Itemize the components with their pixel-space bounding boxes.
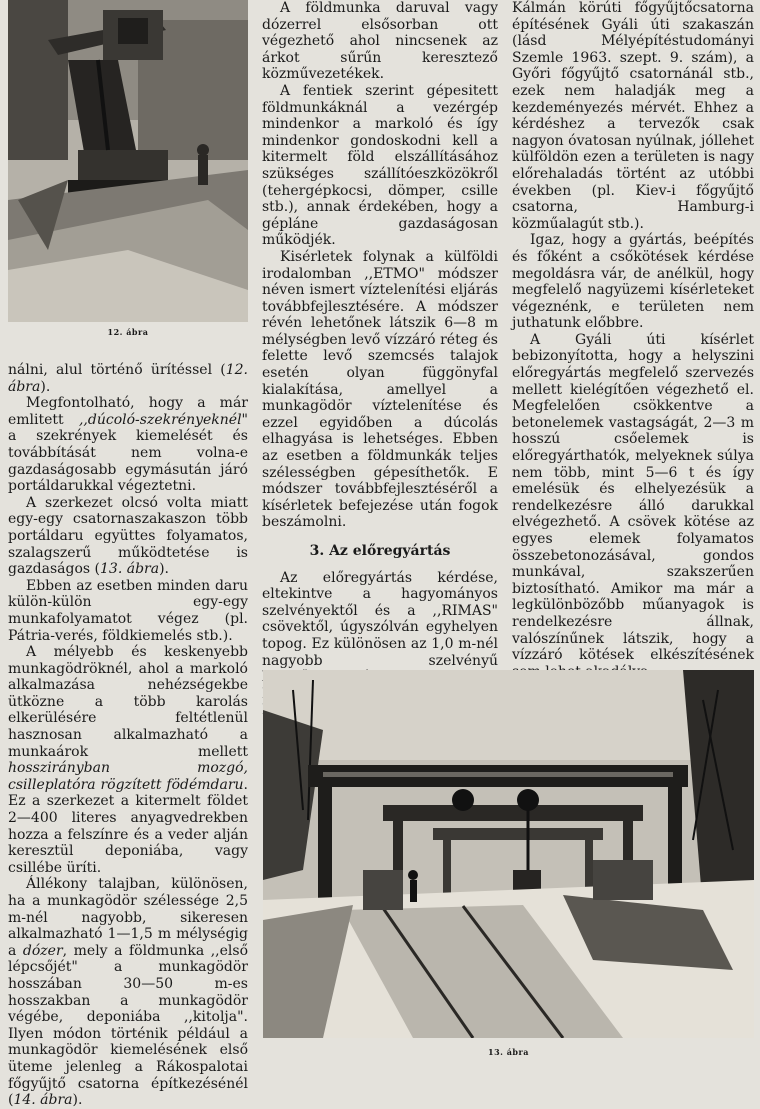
paragraph: Ebben az esetben minden daru külön-külön egy-egy munkafolyamatot végez (pl. Pátria-verés, földkiemelés stb.). bbox=[8, 577, 248, 644]
paragraph: A mélyebb és keskenyebb munkagödröknél, ahol a markoló alkalmazása nehézségekbe ütközne a több karolás elkerülésére feltétlenül hasznosan alkalmazható a munkaárok mellett hosszirányban mozgó, csilleplatóra rögzített födémdaru. Ez a szerkezet a kitermelt földet 2—400 literes anyagvedrekben hozza a felszínre és a veder alján keresztül deponiába, vagy csillébe üríti. bbox=[8, 644, 248, 876]
paragraph: Megfontolható, hogy a már emlitett ,,dúcoló-szekrényeknél" a szekrények kiemelését és továbbítását nem volna-e gazdaságosabb egymásután járó portáldarukkal végeztetni. bbox=[8, 395, 248, 495]
paragraph: A földmunka daruval vagy dózerrel elsősorban ott végezhető ahol nincsenek az árkot sűrűn keresztező közművezetékek. bbox=[262, 0, 498, 83]
paragraph: Kálmán körúti főgyűjtőcsatorna építésének Gyáli úti szakaszán (lásd Mélyépítéstudományi Szemle 1963. szept. 9. szám), a Győri főgyűjtő csatornánál stb., ezek nem haladják meg a kezdeményezés mérvét. Ehhez a kérdéshez a tervezők csak nagyon óvatosan nyúlnak, jóllehet külföldön ezen a területen is nagy előrehaladás történt az utóbbi években (pl. Kiev-i főgyűjtő csatorna, Hamburg-i közműalagút stb.). bbox=[512, 0, 754, 232]
column-1 bbox=[8, 362, 248, 1109]
paragraph: Igaz, hogy a gyártás, beépítés és főként a csőkötések kérdése megoldásra vár, de anélkül, hogy megfelelő nagyüzemi kísérleteket végeznénk, e területen nem juthatunk előbbre. bbox=[512, 232, 754, 332]
paragraph: Állékony talajban, különösen, ha a munkagödör szélessége 2,5 m-nél nagyobb, sikeresen alkalmazható 1—1,5 m mélységig a dózer, mely a földmunka ,,első lépcsőjét" a munkagödör hosszában 30—50 m-es hosszakban a munkagödör végébe, deponiába ,,kitolja". Ilyen módon történik például a munkagödör kiemelésének első üteme jelenleg a Rákospalotai főgyűjtő csatorna építkezésénél (14. ábra). bbox=[8, 876, 249, 1109]
column-2 bbox=[262, 0, 498, 719]
paragraph: Kisérletek folynak a külföldi irodalomban ,,ETMO" módszer néven ismert víztelenítési eljárás továbbfejlesztésére. A módszer révén lehetőnek látszik 6—8 m mélységben levő vízzáró réteg és felette levő szemcsés talajok esetén olyan függönyfal kialakítása, amellyel a munkagödör víztelenítése és ezzel egyidőben a dúcolás elhagyása is lehetséges. Ebben az esetben a földmunkák teljes szélességben gépesíthetők. E módszer továbbfejlesztéséről a kísérletek befejezése után fogok beszámolni. bbox=[262, 248, 498, 531]
figure-12-caption: 12. ábra bbox=[107, 327, 149, 337]
excavator-photo-image bbox=[8, 0, 248, 322]
figure-13-photo bbox=[263, 670, 754, 1038]
section-heading: 3. Az előregyártás bbox=[309, 543, 451, 559]
paragraph: nálni, alul történő ürítéssel (12. ábra). bbox=[8, 362, 248, 395]
paragraph: A fentiek szerint gépesitett földmunkáknál a vezérgép mindenkor a markoló és így mindenkor gondoskodni kell a kitermelt föld elszállításához szükséges szállítóeszközökről (tehergépkocsi, dömper, csille stb.), annak érdekében, hogy a gépláne gazdaságosan működjék. bbox=[262, 82, 498, 249]
gantry-cranes-photo-image bbox=[263, 670, 754, 1038]
figure-12-photo bbox=[8, 0, 248, 322]
paragraph: Az előregyártás kérdése, eltekintve a hagyományos szelvényektől és a ,,RIMAS" csövektől, úgyszólván egyhelyen topog. Ez különösen az 1,0 m-nél nagyobb szelvényű bbox=[262, 569, 498, 669]
figure-13-caption: 13. ábra bbox=[488, 1047, 529, 1057]
column-3 bbox=[512, 0, 754, 714]
paragraph: A szerkezet olcsó volta miatt egy-egy csatornaszakaszon több portáldaru együttes folyamatos, szalagszerű működtetése is gazdaságos (13. ábra). bbox=[8, 494, 248, 578]
paragraph: A Gyáli úti kísérlet bebizonyította, hogy a helyszini előregyártás megfelelő szervezés mellett kielégítően végezhető el. Megfelelően csökkentve a betonelemek vastagságát, 2—3 m hosszú csőelemek is előregyárthatók, melyeknek súlya nem több, mint 5—6 t és így emelésük és elhelyezésük a rendelkezésre álló darukkal elvégezhető. A csövek kötése az egyes elemek folyamatos összebetonozásával, gondos munkával, szakszerűen biztosítható. Amikor ma már a legkülönbözőbb műanyagok is rendelkezésre állnak, valószínűnek látszik, hogy a vízzáró kötések elkészítésének bbox=[512, 331, 754, 664]
